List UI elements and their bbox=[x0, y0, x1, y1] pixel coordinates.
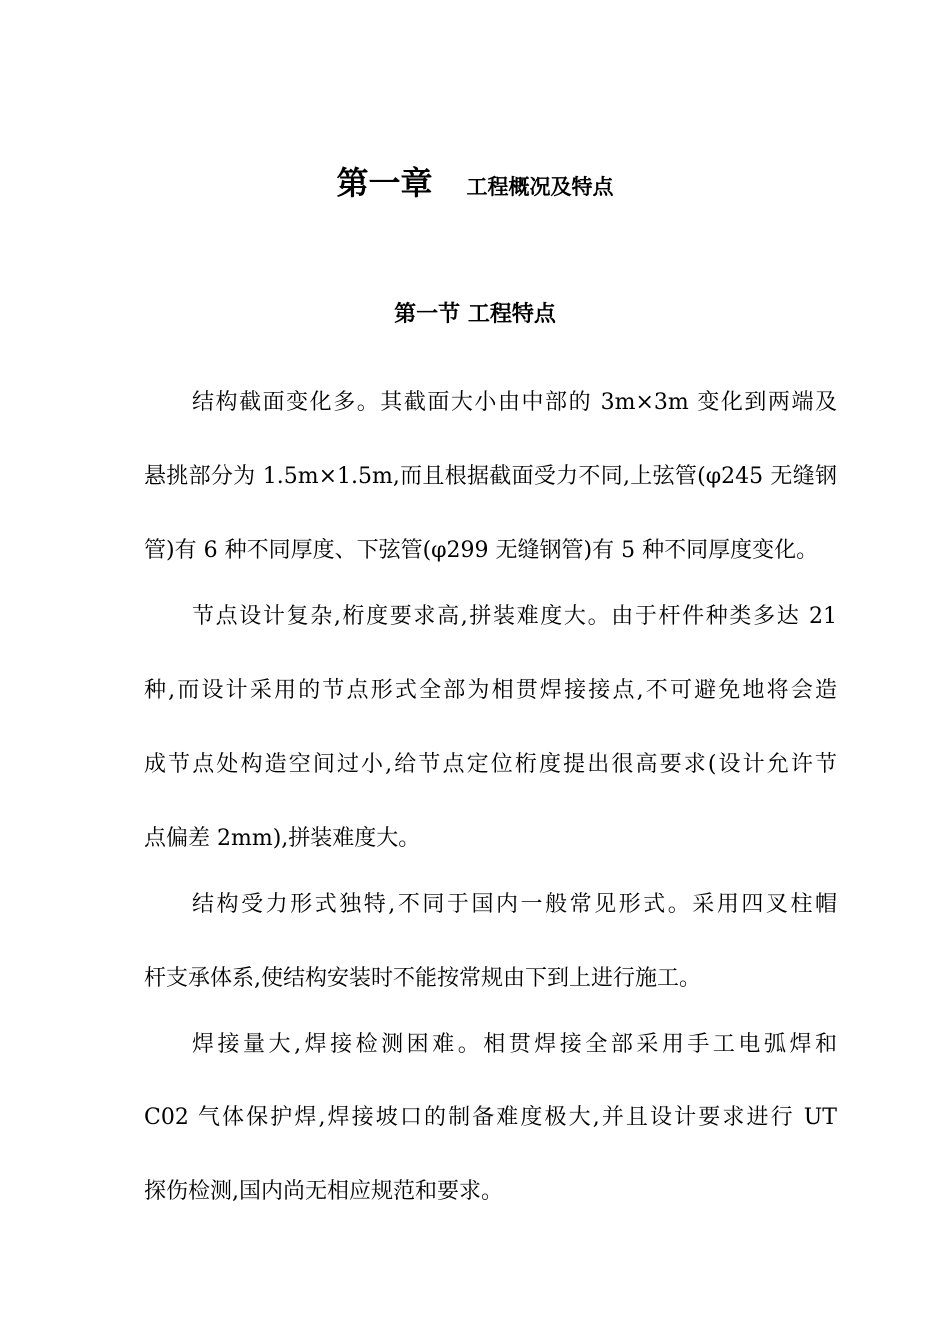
paragraph-line: 杆支承体系,使结构安装时不能按常规由下到上进行施工。 bbox=[144, 966, 701, 991]
paragraph-line: C02 气体保护焊,焊接坡口的制备难度极大,并且设计要求进行 UT bbox=[144, 1105, 837, 1130]
chapter-title: 工程概况及特点 bbox=[466, 175, 614, 199]
section-heading: 第一节 工程特点 bbox=[394, 302, 556, 327]
paragraph-line: 节点设计复杂,桁度要求高,拼装难度大。由于杆件种类多达 21 bbox=[192, 604, 837, 629]
paragraph-line: 点偏差 2mm),拼装难度大。 bbox=[144, 826, 421, 851]
paragraph-line: 种,而设计采用的节点形式全部为相贯焊接接点,不可避免地将会造 bbox=[144, 678, 837, 703]
chapter-heading bbox=[0, 158, 950, 204]
paragraph-line: 成节点处构造空间过小,给节点定位桁度提出很高要求(设计允许节 bbox=[144, 752, 837, 777]
chapter-number: 第一章 bbox=[336, 164, 433, 202]
paragraph-line: 焊接量大,焊接检测困难。相贯焊接全部采用手工电弧焊和 bbox=[192, 1032, 837, 1057]
paragraph-line: 探伤检测,国内尚无相应规范和要求。 bbox=[144, 1179, 503, 1204]
paragraph-line: 结构受力形式独特,不同于国内一般常见形式。采用四叉柱帽 bbox=[192, 892, 837, 917]
paragraph-line: 结构截面变化多。其截面大小由中部的 3m×3m 变化到两端及 bbox=[192, 390, 837, 415]
paragraph-line: 管)有 6 种不同厚度、下弦管(φ299 无缝钢管)有 5 种不同厚度变化。 bbox=[144, 538, 819, 563]
paragraph-line: 悬挑部分为 1.5m×1.5m,而且根据截面受力不同,上弦管(φ245 无缝钢 bbox=[144, 464, 837, 489]
